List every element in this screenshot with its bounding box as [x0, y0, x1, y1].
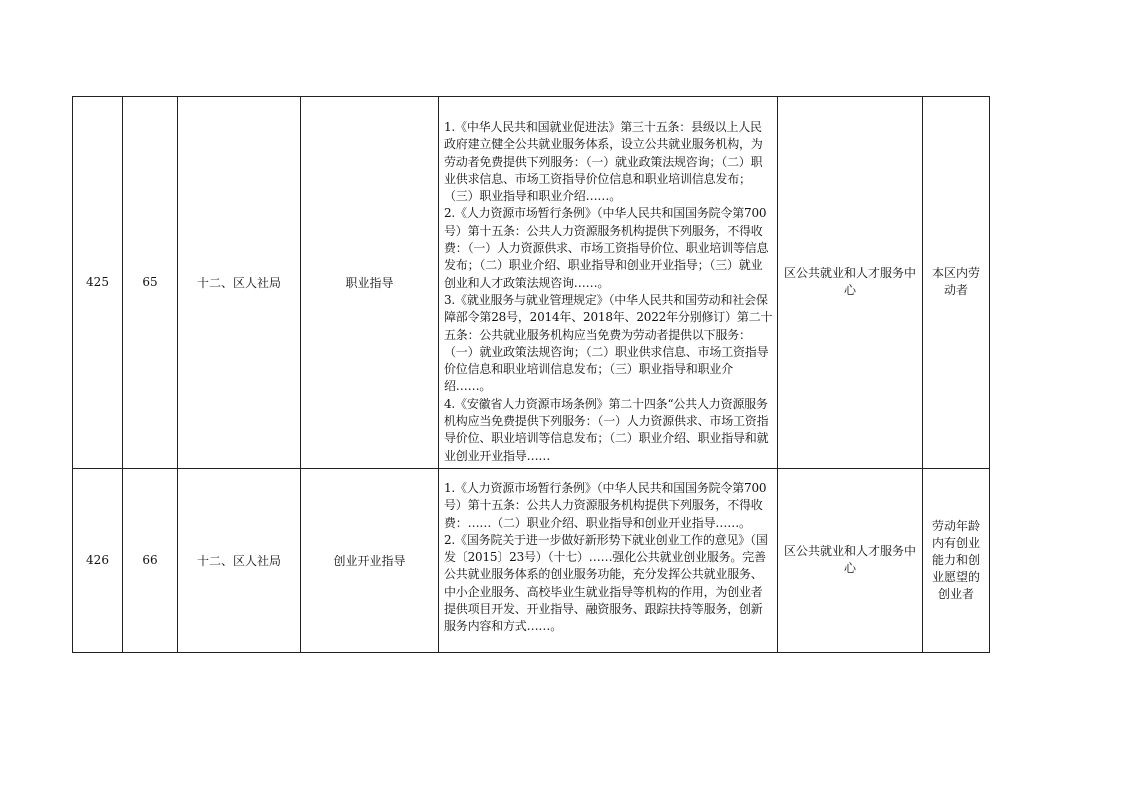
sub-seq-cell: 66 — [123, 468, 178, 652]
provider-cell: 区公共就业和人才服务中心 — [778, 468, 923, 652]
item-cell: 职业指导 — [301, 97, 439, 469]
legal-basis-cell — [439, 468, 778, 652]
basis-clause: 2.《人力资源市场暂行条例》（中华人民共和国国务院令第700号）第十五条：公共人力资源服务机构提供下列服务，不得收费：（一）人力资源供求、市场工资指导价位、职业培训等信息发布；（二）职业介绍、职业指导和创业开业指导；（三）就业创业和人才政策法规咨询……。 — [444, 206, 769, 290]
service-table — [72, 96, 990, 653]
basis-clause: 4.《安徽省人力资源市场条例》第二十四条“公共人力资源服务机构应当免费提供下列服务：（一）人力资源供求、市场工资指导价位、职业培训等信息发布；（二）职业介绍、职业指导和就业创业开业指导…… — [444, 396, 769, 463]
target-cell: 本区内劳动者 — [923, 97, 990, 469]
department-cell: 十二、区人社局 — [178, 97, 301, 469]
basis-clause: 3.《就业服务与就业管理规定》（中华人民共和国劳动和社会保障部令第28号，2014年、2018年、2022年分别修订）第二十五条：公共就业服务机构应当免费为劳动者提供以下服务：（一）就业政策法规咨询；（二）职业供求信息、市场工资指导价位信息和职业培训信息发布；（三）职业指导和职业介绍……。 — [444, 292, 773, 394]
seq-cell: 426 — [73, 468, 123, 652]
target-cell: 劳动年龄内有创业能力和创业愿望的创业者 — [923, 468, 990, 652]
basis-clause: 1.《人力资源市场暂行条例》（中华人民共和国国务院令第700号）第十五条：公共人力资源服务机构提供下列服务，不得收费：……（二）职业介绍、职业指导和创业开业指导……。 — [444, 480, 767, 530]
seq-cell: 425 — [73, 97, 123, 469]
table-row — [73, 468, 990, 652]
legal-basis-cell — [439, 97, 778, 469]
table-row — [73, 97, 990, 469]
provider-cell: 区公共就业和人才服务中心 — [778, 97, 923, 469]
basis-clause: 1.《中华人民共和国就业促进法》第三十五条：县级以上人民政府建立健全公共就业服务体系，设立公共就业服务机构，为劳动者免费提供下列服务：（一）就业政策法规咨询；（二）职业供求信息、市场工资指导价位信息和职业培训信息发布；（三）职业指导和职业介绍……。 — [444, 120, 763, 204]
basis-clause: 2.《国务院关于进一步做好新形势下就业创业工作的意见》（国发〔2015〕23号）（十七）……强化公共就业创业服务。完善公共就业服务体系的创业服务功能，充分发挥公共就业服务、中小企业服务、高校毕业生就业指导等机构的作用，为创业者提供项目开发、开业指导、融资服务、跟踪扶持等服务，创新服务内容和方式……。 — [444, 532, 768, 634]
department-cell: 十二、区人社局 — [178, 468, 301, 652]
sub-seq-cell: 65 — [123, 97, 178, 469]
item-cell: 创业开业指导 — [301, 468, 439, 652]
